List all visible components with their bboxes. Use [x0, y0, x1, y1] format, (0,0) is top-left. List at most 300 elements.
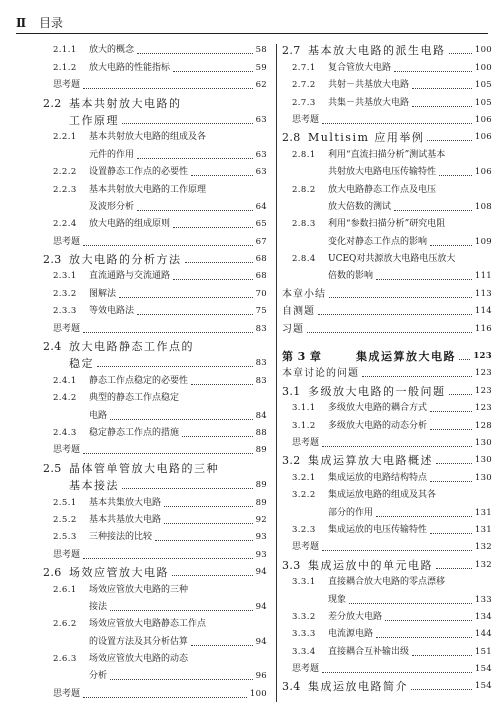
- entry-page-number: 65: [255, 219, 267, 230]
- dot-leader: [322, 122, 472, 124]
- toc-entry: [282, 336, 492, 346]
- toc-entry[interactable]: [282, 572, 492, 589]
- toc-entry[interactable]: [43, 179, 267, 196]
- toc-exercise-entry[interactable]: [43, 318, 267, 335]
- entry-title: 基本放大电路的派生电路: [308, 44, 446, 58]
- toc-entry[interactable]: [43, 370, 267, 387]
- toc-entry[interactable]: [282, 450, 492, 467]
- dot-leader: [173, 70, 253, 72]
- entry-number: 3.3.3: [292, 629, 316, 640]
- dot-leader: [349, 602, 472, 604]
- entry-page-number: 130: [474, 455, 492, 466]
- page-number: Ⅱ: [16, 16, 28, 30]
- entry-number: 2.8.3: [292, 219, 316, 230]
- dot-leader: [307, 331, 472, 333]
- entry-number: 2.8.1: [292, 149, 316, 160]
- entry-page-number: 89: [255, 480, 267, 491]
- toc-entry[interactable]: [43, 301, 267, 318]
- dot-leader: [376, 636, 472, 638]
- dot-leader: [191, 644, 253, 646]
- dot-leader: [439, 174, 472, 176]
- entry-title: 元件的作用: [89, 149, 135, 160]
- entry-title: 设置静态工作点的必要性: [89, 167, 189, 178]
- entry-page-number: 89: [255, 445, 267, 456]
- dot-leader: [322, 445, 472, 447]
- dot-leader: [122, 487, 253, 489]
- dot-leader: [322, 549, 472, 551]
- entry-title: 集成运放的电压传输特性: [328, 524, 428, 535]
- entry-number: 2.4: [43, 340, 62, 354]
- entry-number: 2.7.3: [292, 97, 316, 108]
- dot-leader: [412, 654, 472, 656]
- entry-title: 电路: [89, 410, 108, 421]
- toc-entry[interactable]: [43, 388, 267, 405]
- entry-page-number: 108: [474, 201, 492, 212]
- dot-leader: [376, 278, 472, 280]
- entry-page-number: 75: [255, 306, 267, 317]
- toc-entry[interactable]: [282, 301, 492, 318]
- dot-leader: [137, 209, 253, 211]
- entry-number: 2.3.2: [53, 288, 77, 299]
- entry-page-number: 93: [255, 549, 267, 560]
- entry-page-number: 144: [474, 629, 492, 640]
- toc-entry[interactable]: [282, 502, 492, 519]
- entry-number: 3.1.1: [292, 403, 316, 414]
- entry-page-number: 123: [473, 351, 492, 362]
- entry-title: 思考题: [292, 542, 320, 553]
- entry-number: 3.2.2: [292, 490, 316, 501]
- toc-entry[interactable]: [43, 266, 267, 283]
- dot-leader: [164, 505, 253, 507]
- entry-title: 基本共基放大电路: [89, 514, 162, 525]
- entry-page-number: 83: [255, 375, 267, 386]
- entry-number: 2.7: [282, 44, 301, 58]
- dot-leader: [427, 139, 471, 141]
- dot-leader: [191, 383, 253, 385]
- dot-leader: [329, 296, 472, 298]
- entry-title: 利用“参数扫描分析”研究电阻: [328, 219, 446, 230]
- entry-title: 基本共集放大电路: [89, 497, 162, 508]
- toc-exercise-entry[interactable]: [282, 659, 492, 676]
- toc-entry[interactable]: [43, 457, 267, 474]
- toc-entry[interactable]: [282, 283, 492, 300]
- entry-page-number: 94: [255, 636, 267, 647]
- toc-entry[interactable]: [282, 318, 492, 335]
- dot-leader: [436, 462, 472, 464]
- entry-number: 2.2.3: [53, 184, 77, 195]
- toc-entry[interactable]: [43, 197, 267, 214]
- entry-page-number: 130: [474, 437, 492, 448]
- toc-entry[interactable]: [282, 554, 492, 571]
- entry-page-number: 114: [474, 306, 492, 317]
- dot-leader: [110, 418, 253, 420]
- toc-entry[interactable]: [282, 589, 492, 606]
- page-header: [16, 12, 486, 34]
- entry-page-number: 123: [474, 403, 492, 414]
- toc-entry[interactable]: [282, 346, 492, 363]
- toc-entry[interactable]: [282, 676, 492, 693]
- entry-title: 习题: [282, 323, 304, 335]
- dot-leader: [83, 87, 253, 89]
- toc-entry[interactable]: [282, 398, 492, 415]
- entry-page-number: 106: [474, 167, 492, 178]
- entry-title: 直接耦合互补输出级: [328, 646, 410, 657]
- entry-title: 集成运放中的单元电路: [308, 558, 433, 572]
- entry-page-number: 106: [474, 114, 492, 125]
- entry-number: 2.3.1: [53, 271, 77, 282]
- entry-title: 典型的静态工作点稳定: [89, 393, 180, 404]
- dot-leader: [83, 331, 253, 333]
- entry-page-number: 132: [474, 559, 492, 570]
- entry-title: 接法: [89, 601, 108, 612]
- entry-number: 2.1.1: [53, 45, 77, 56]
- toc-entry[interactable]: [43, 353, 267, 370]
- entry-number: 3.2: [282, 454, 301, 468]
- entry-page-number: 68: [255, 254, 267, 265]
- entry-page-number: 62: [255, 80, 267, 91]
- entry-title: 放大的概念: [89, 45, 135, 56]
- entry-number: 3.1: [282, 384, 301, 398]
- entry-number: 3.4: [282, 680, 301, 694]
- entry-page-number: 63: [255, 149, 267, 160]
- entry-title: 直接耦合放大电路的零点漂移: [328, 577, 446, 588]
- entry-number: 3.3.2: [292, 611, 316, 622]
- dot-leader: [449, 393, 472, 395]
- entry-title: 基本接法: [69, 479, 119, 493]
- toc-entry[interactable]: [282, 162, 492, 179]
- entry-title: 图解法: [89, 288, 117, 299]
- toc-entry[interactable]: [43, 666, 267, 683]
- entry-title: 场效应管放大电路静态工作点: [89, 619, 207, 630]
- toc-entry[interactable]: [282, 231, 492, 248]
- toc-entry[interactable]: [43, 475, 267, 492]
- dot-leader: [172, 574, 253, 576]
- toc-exercise-entry[interactable]: [282, 537, 492, 554]
- toc-entry[interactable]: [282, 266, 492, 283]
- dot-leader: [110, 609, 253, 611]
- entry-number: 2.6: [43, 566, 62, 580]
- toc-exercise-entry[interactable]: [43, 75, 267, 92]
- toc-entry[interactable]: [282, 467, 492, 484]
- entry-number: 2.6.3: [53, 654, 77, 665]
- entry-page-number: 64: [255, 201, 267, 212]
- dot-leader: [110, 678, 253, 680]
- dot-leader: [430, 410, 472, 412]
- dot-leader: [173, 278, 253, 280]
- entry-page-number: 123: [474, 368, 492, 379]
- entry-page-number: 109: [474, 236, 492, 247]
- entry-title: 放大电路静态工作点及电压: [328, 184, 437, 195]
- dot-leader: [119, 296, 253, 298]
- dot-leader: [412, 105, 472, 107]
- entry-title: 稳定静态工作点的措施: [89, 427, 180, 438]
- entry-title: 放大电路的分析方法: [69, 253, 182, 267]
- entry-number: 2.7.2: [292, 80, 316, 91]
- entry-title: 本章讨论的问题: [282, 368, 359, 380]
- entry-page-number: 113: [474, 288, 492, 299]
- toc-entry[interactable]: [282, 179, 492, 196]
- toc-entry[interactable]: [43, 492, 267, 509]
- toc-exercise-entry[interactable]: [282, 110, 492, 127]
- entry-number: 2.7.1: [292, 62, 316, 73]
- dot-leader: [449, 52, 472, 54]
- dot-leader: [97, 365, 253, 367]
- toc-entry[interactable]: [282, 607, 492, 624]
- entry-title: 多级放大电路的一般问题: [308, 384, 446, 398]
- entry-title: 放大倍数的测试: [328, 201, 392, 212]
- entry-page-number: 92: [255, 514, 267, 525]
- dot-leader: [83, 452, 253, 454]
- entry-number: 2.5: [43, 461, 62, 475]
- entry-title: 共射放大电路电压传输特性: [328, 167, 437, 178]
- entry-page-number: 105: [474, 97, 492, 108]
- entry-title: 自测题: [282, 306, 315, 318]
- toc-entry[interactable]: [282, 641, 492, 658]
- toc-exercise-entry[interactable]: [282, 433, 492, 450]
- entry-page-number: 106: [474, 132, 492, 143]
- entry-title: 复合管放大电路: [328, 62, 392, 73]
- toc-entry[interactable]: [43, 162, 267, 179]
- dot-leader: [185, 261, 253, 263]
- entry-title: 集成运算放大电路: [356, 350, 456, 364]
- section-title: 目录: [38, 16, 63, 30]
- entry-number: 2.3.3: [53, 306, 77, 317]
- dot-leader: [318, 313, 472, 315]
- entry-number: 2.8.2: [292, 184, 316, 195]
- entry-page-number: 58: [255, 45, 267, 56]
- entry-page-number: 154: [474, 664, 492, 675]
- toc-entry[interactable]: [282, 415, 492, 432]
- entry-title: 现象: [328, 594, 347, 605]
- toc-entry[interactable]: [43, 336, 267, 353]
- toc-entry[interactable]: [43, 92, 267, 109]
- entry-title: 工作原理: [69, 113, 119, 127]
- entry-page-number: 131: [474, 507, 492, 518]
- dot-leader: [430, 480, 472, 482]
- dot-leader: [83, 244, 253, 246]
- entry-title: 及波形分析: [89, 201, 135, 212]
- toc-entry[interactable]: [43, 57, 267, 74]
- entry-number: 2.6.2: [53, 619, 77, 630]
- dot-leader: [322, 671, 472, 673]
- entry-number: 2.5.1: [53, 497, 77, 508]
- entry-title: 变化对静态工作点的影响: [328, 236, 428, 247]
- entry-number: 2.2.1: [53, 132, 77, 143]
- dot-leader: [191, 174, 253, 176]
- toc-exercise-entry[interactable]: [43, 440, 267, 457]
- entry-title: 部分的作用: [328, 507, 374, 518]
- entry-title: 集成运算放大电路概述: [308, 454, 433, 468]
- dot-leader: [182, 435, 253, 437]
- toc-entry[interactable]: [282, 520, 492, 537]
- entry-number: 2.5.3: [53, 532, 77, 543]
- entry-page-number: 89: [255, 497, 267, 508]
- dot-leader: [430, 532, 472, 534]
- entry-page-number: 116: [474, 323, 492, 334]
- toc-entry[interactable]: [43, 144, 267, 161]
- entry-title: 直流通路与交流通路: [89, 271, 171, 282]
- entry-title: 集成运放电路的组成及其各: [328, 490, 437, 501]
- entry-page-number: 84: [255, 410, 267, 421]
- dot-leader: [83, 557, 253, 559]
- entry-title: 放大电路的组成原则: [89, 219, 171, 230]
- entry-title: 放大电路的性能指标: [89, 62, 171, 73]
- entry-title: 思考题: [53, 236, 81, 247]
- entry-title: 多级放大电路的耦合方式: [328, 403, 428, 414]
- toc-entry[interactable]: [282, 75, 492, 92]
- toc-entry[interactable]: [282, 57, 492, 74]
- entry-number: 第 3 章: [282, 350, 322, 364]
- toc-entry[interactable]: [282, 485, 492, 502]
- toc-entry[interactable]: [43, 527, 267, 544]
- entry-title: Multisim 应用举例: [308, 131, 425, 145]
- toc-entry[interactable]: [43, 214, 267, 231]
- dot-leader: [430, 428, 472, 430]
- entry-page-number: 134: [474, 611, 492, 622]
- toc-left-column: [43, 40, 267, 701]
- column-divider: [276, 44, 277, 702]
- toc-entry[interactable]: [43, 597, 267, 614]
- toc-entry[interactable]: [43, 110, 267, 127]
- toc-entry[interactable]: [282, 92, 492, 109]
- entry-page-number: 83: [255, 358, 267, 369]
- entry-number: 3.2.3: [292, 524, 316, 535]
- entry-number: 2.8.4: [292, 254, 316, 265]
- entry-page-number: 63: [255, 114, 267, 125]
- entry-title: 基本共射放大电路的工作原理: [89, 184, 207, 195]
- entry-page-number: 68: [255, 271, 267, 282]
- toc-entry[interactable]: [43, 127, 267, 144]
- entry-title: 共射－共基放大电路: [328, 80, 410, 91]
- toc-entry[interactable]: [43, 405, 267, 422]
- dot-leader: [164, 522, 253, 524]
- entry-title: UCEQ对共源放大电路电压放大: [328, 254, 456, 265]
- toc-exercise-entry[interactable]: [43, 231, 267, 248]
- toc-entry[interactable]: [43, 579, 267, 596]
- entry-title: 电流源电路: [328, 629, 374, 640]
- entry-page-number: 111: [474, 271, 492, 282]
- toc-entry[interactable]: [43, 510, 267, 527]
- entry-page-number: 94: [255, 601, 267, 612]
- entry-page-number: 130: [474, 472, 492, 483]
- entry-page-number: 100: [474, 45, 492, 56]
- entry-title: 基本共射放大电路的组成及各: [89, 132, 207, 143]
- entry-number: 2.4.2: [53, 393, 77, 404]
- dot-leader: [137, 52, 253, 54]
- dot-leader: [376, 515, 472, 517]
- toc-entry[interactable]: [282, 214, 492, 231]
- toc-entry[interactable]: [43, 40, 267, 57]
- toc-entry[interactable]: [282, 40, 492, 57]
- toc-entry[interactable]: [282, 197, 492, 214]
- dot-leader: [459, 358, 470, 360]
- toc-entry[interactable]: [282, 380, 492, 397]
- entry-number: 2.6.1: [53, 584, 77, 595]
- entry-number: 2.1.2: [53, 62, 77, 73]
- entry-number: 2.5.2: [53, 514, 77, 525]
- entry-title: 思考题: [292, 437, 320, 448]
- entry-number: 2.2.4: [53, 219, 77, 230]
- entry-page-number: 133: [474, 594, 492, 605]
- entry-number: 3.3.1: [292, 577, 316, 588]
- toc-entry[interactable]: [282, 363, 492, 380]
- dot-leader: [430, 244, 472, 246]
- toc-entry[interactable]: [43, 283, 267, 300]
- entry-number: 2.3: [43, 253, 62, 267]
- entry-title: 场效应管放大电路: [69, 566, 169, 580]
- entry-page-number: 93: [255, 532, 267, 543]
- entry-title: 基本共射放大电路的: [69, 96, 182, 110]
- dot-leader: [173, 226, 253, 228]
- dot-leader: [412, 87, 472, 89]
- entry-page-number: 88: [255, 427, 267, 438]
- toc-entry[interactable]: [282, 249, 492, 266]
- entry-title: 静态工作点稳定的必要性: [89, 375, 189, 386]
- dot-leader: [137, 157, 253, 159]
- entry-title: 稳定: [69, 357, 94, 371]
- entry-page-number: 132: [474, 542, 492, 553]
- entry-page-number: 83: [255, 323, 267, 334]
- toc-entry[interactable]: [43, 249, 267, 266]
- entry-title: 放大电路静态工作点的: [69, 340, 194, 354]
- entry-page-number: 100: [474, 62, 492, 73]
- entry-page-number: 59: [255, 62, 267, 73]
- entry-number: 2.4.1: [53, 375, 77, 386]
- entry-title: 晶体管单管放大电路的三种: [69, 461, 219, 475]
- dot-leader: [385, 619, 472, 621]
- toc-entry[interactable]: [43, 614, 267, 631]
- entry-page-number: 70: [255, 288, 267, 299]
- entry-title: 场效应管放大电路的动态: [89, 654, 189, 665]
- entry-title: 思考题: [53, 688, 81, 699]
- entry-title: 共集－共基放大电路: [328, 97, 410, 108]
- entry-title: 倍数的影响: [328, 271, 374, 282]
- dot-leader: [137, 313, 253, 315]
- entry-title: 场效应管放大电路的三种: [89, 584, 189, 595]
- entry-title: 思考题: [292, 664, 320, 675]
- dot-leader: [83, 696, 247, 698]
- dot-leader: [411, 688, 472, 690]
- toc-entry[interactable]: [43, 649, 267, 666]
- entry-page-number: 105: [474, 80, 492, 91]
- entry-page-number: 100: [249, 688, 267, 699]
- dot-leader: [394, 209, 472, 211]
- toc-exercise-entry[interactable]: [43, 683, 267, 700]
- dot-leader: [394, 70, 472, 72]
- toc-entry[interactable]: [282, 127, 492, 144]
- entry-title: 思考题: [53, 445, 81, 456]
- entry-page-number: 63: [255, 167, 267, 178]
- entry-title: 分析: [89, 671, 108, 682]
- toc-entry[interactable]: [282, 624, 492, 641]
- toc-exercise-entry[interactable]: [43, 544, 267, 561]
- entry-page-number: 154: [474, 681, 492, 692]
- entry-number: 2.8: [282, 131, 301, 145]
- entry-number: 2.4.3: [53, 427, 77, 438]
- entry-page-number: 96: [255, 671, 267, 682]
- toc-entry[interactable]: [282, 144, 492, 161]
- dot-leader: [436, 567, 472, 569]
- entry-page-number: 151: [474, 646, 492, 657]
- entry-number: 3.3.4: [292, 646, 316, 657]
- toc-entry[interactable]: [43, 562, 267, 579]
- toc-entry[interactable]: [43, 423, 267, 440]
- entry-title: 思考题: [292, 114, 320, 125]
- entry-page-number: 123: [474, 385, 492, 396]
- entry-page-number: 131: [474, 524, 492, 535]
- toc-entry[interactable]: [43, 631, 267, 648]
- entry-page-number: 128: [474, 420, 492, 431]
